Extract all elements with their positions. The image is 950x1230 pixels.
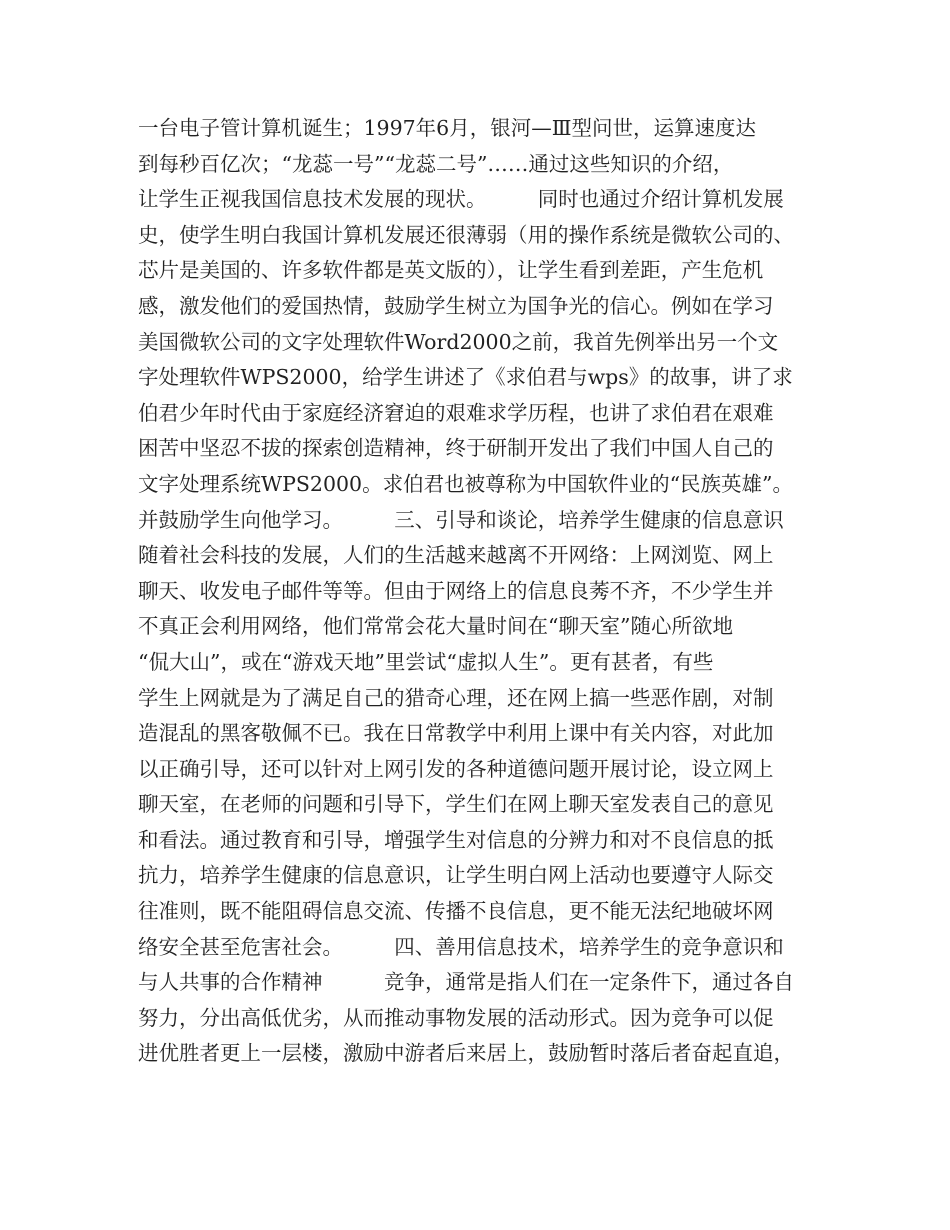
text-line: 以正确引导，还可以针对上网引发的各种道德问题开展讨论，设立网上 xyxy=(138,756,774,781)
text-line: 随着社会科技的发展，人们的生活越来越离不开网络：上网浏览、网上 xyxy=(138,543,774,568)
text-line: 字处理软件WPS2000，给学生讲述了《求伯君与wps》的故事，讲了求 xyxy=(138,365,793,390)
text-line: 与人共事的合作精神 竞争，通常是指人们在一定条件下，通过各自 xyxy=(138,970,794,995)
text-line: 芯片是美国的、许多软件都是英文版的），让学生看到差距，产生危机 xyxy=(138,258,764,283)
text-line: 并鼓励学生向他学习。 三、引导和谈论，培养学生健康的信息意识 xyxy=(138,507,784,532)
text-line: 抗力，培养学生健康的信息意识，让学生明白网上活动也要遵守人际交 xyxy=(138,863,774,888)
text-line: 造混乱的黑客敬佩不已。我在日常教学中利用上课中有关内容，对此加 xyxy=(138,721,774,746)
text-line: 络安全甚至危害社会。 四、善用信息技术，培养学生的竞争意识和 xyxy=(138,934,784,959)
text-line: 伯君少年时代由于家庭经济窘迫的艰难求学历程，也讲了求伯君在艰难 xyxy=(138,400,774,425)
body-text xyxy=(138,111,828,1072)
text-line: 聊天、收发电子邮件等等。但由于网络上的信息良莠不齐，不少学生并 xyxy=(138,578,774,603)
text-line: 让学生正视我国信息技术发展的现状。 同时也通过介绍计算机发展 xyxy=(138,187,784,212)
text-line: 学生上网就是为了满足自己的猎奇心理，还在网上搞一些恶作剧，对制 xyxy=(138,685,774,710)
text-line: 感，激发他们的爱国热情，鼓励学生树立为国争光的信心。例如在学习 xyxy=(138,293,774,318)
text-line: 一台电子管计算机诞生；1997年6月，银河—Ⅲ型问世，运算速度达 xyxy=(138,116,756,140)
text-line: “侃大山”，或在“游戏天地”里尝试“虚拟人生”。更有甚者，有些 xyxy=(138,649,714,674)
text-line: 进优胜者更上一层楼，激励中游者后来居上，鼓励暂时落后者奋起直追， xyxy=(138,1041,794,1066)
text-line: 文字处理系统WPS2000。求伯君也被尊称为中国软件业的“民族英雄”。 xyxy=(138,471,794,496)
text-line: 努力，分出高低优劣，从而推动事物发展的活动形式。因为竞争可以促 xyxy=(138,1005,774,1030)
text-line: 聊天室，在老师的问题和引导下，学生们在网上聊天室发表自己的意见 xyxy=(138,792,774,817)
text-line: 困苦中坚忍不拔的探索创造精神，终于研制开发出了我们中国人自己的 xyxy=(138,436,774,461)
text-line: 和看法。通过教育和引导，增强学生对信息的分辨力和对不良信息的抵 xyxy=(138,827,774,852)
text-line: 史，使学生明白我国计算机发展还很薄弱（用的操作系统是微软公司的、 xyxy=(138,222,794,247)
text-line: 往准则，既不能阻碍信息交流、传播不良信息，更不能无法纪地破坏网 xyxy=(138,899,774,924)
text-line: 美国微软公司的文字处理软件Word2000之前，我首先例举出另一个文 xyxy=(138,329,779,354)
text-line: 到每秒百亿次；“龙蕊一号”“龙蕊二号”……通过这些知识的介绍， xyxy=(138,151,734,176)
text-line: 不真正会利用网络，他们常常会花大量时间在“聊天室”随心所欲地 xyxy=(138,614,733,639)
